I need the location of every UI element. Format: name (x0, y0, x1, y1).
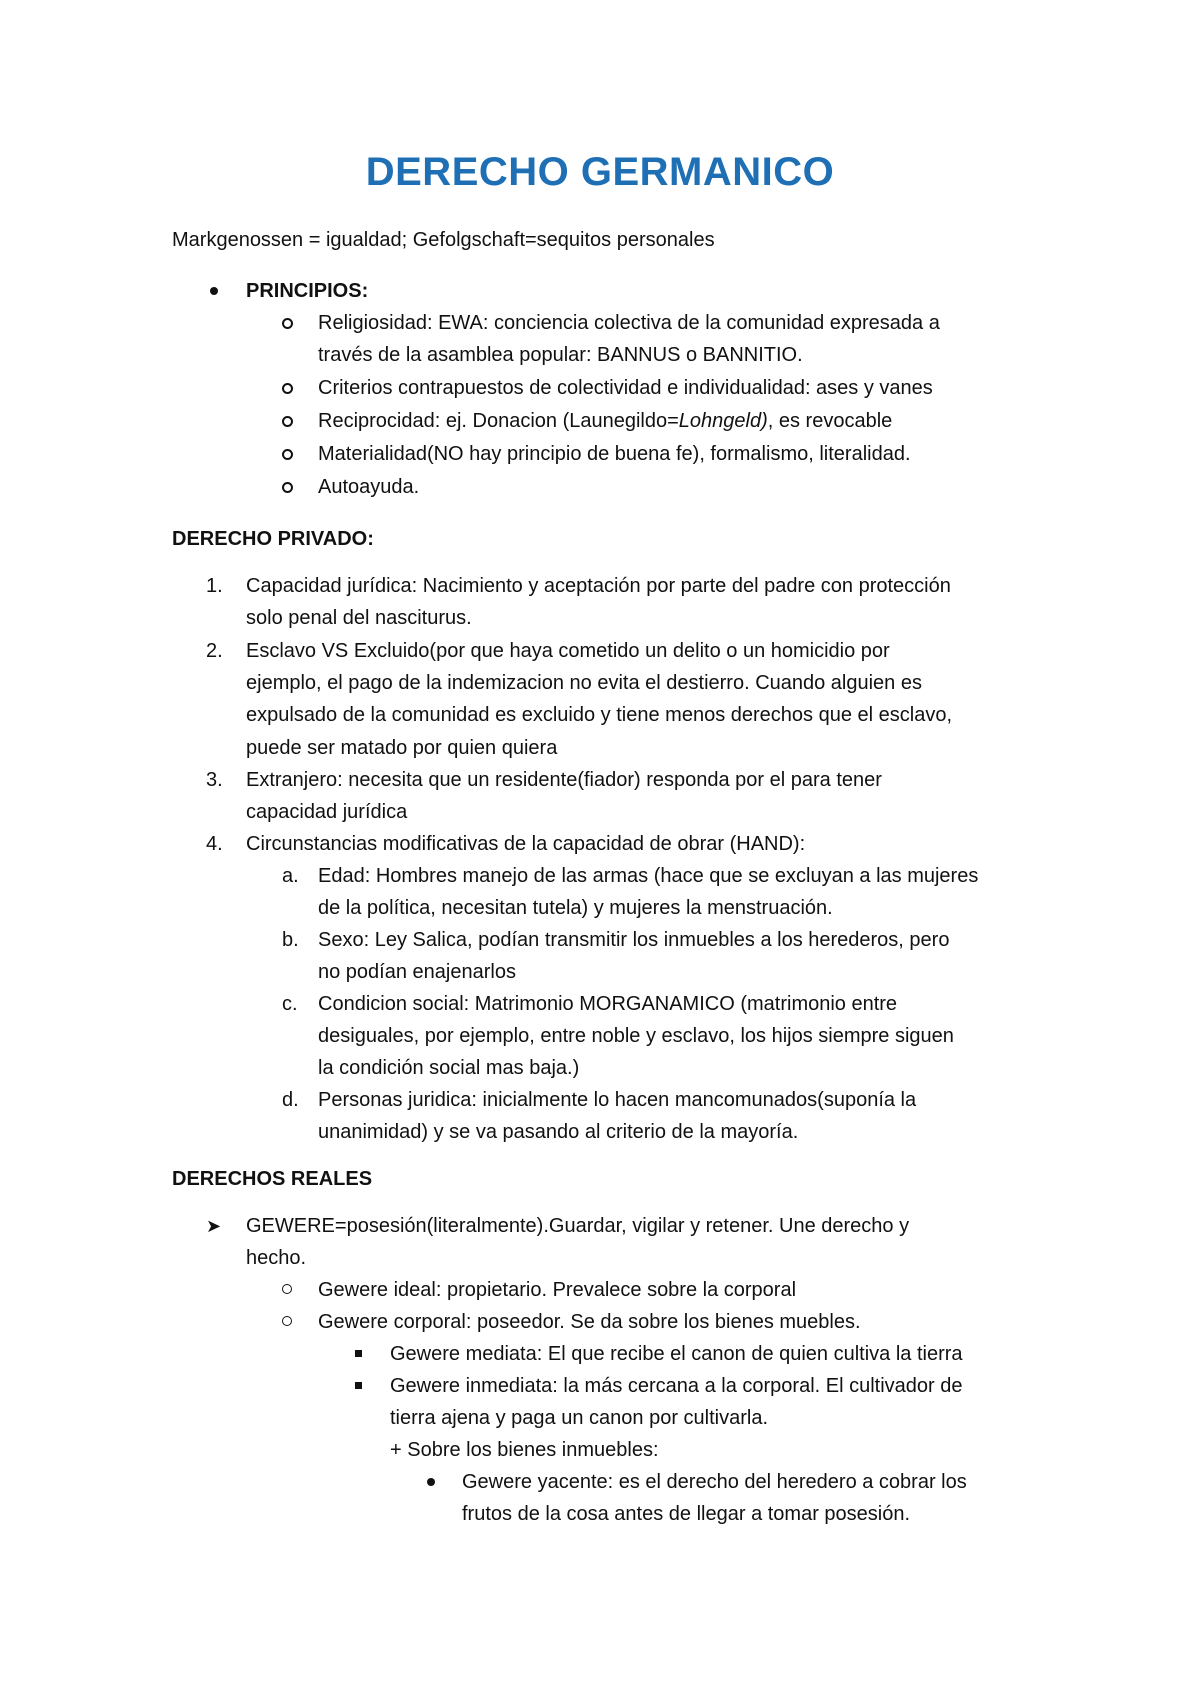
principio-line: Autoayuda. (318, 476, 420, 498)
privado-line: Extranjero: necesita que un residente(fiador) responda por el para tener (246, 769, 882, 791)
reales-line: + Sobre los bienes inmuebles: (390, 1439, 659, 1461)
reales-line: Gewere mediata: El que recibe el canon de quien cultiva la tierra (390, 1343, 963, 1365)
bullet-ring-icon (282, 1284, 292, 1294)
reales-line: Gewere yacente: es el derecho del heredero a cobrar los (462, 1471, 967, 1493)
bullet-square-icon (355, 1350, 362, 1357)
principio-reciprocidad (318, 409, 892, 433)
reales-heading: DERECHOS REALES (172, 1168, 373, 1190)
list-letter: d. (282, 1089, 299, 1111)
principio-line: través de la asamblea popular: BANNUS o BANNITIO. (318, 344, 803, 366)
list-letter: c. (282, 993, 298, 1015)
reciprocidad-text: Reciprocidad: ej. Donacion (Launegildo= (318, 410, 679, 432)
list-letter: a. (282, 865, 299, 887)
reales-line: tierra ajena y paga un canon por cultivarla. (390, 1407, 769, 1429)
page-title: DERECHO GERMANICO (365, 150, 835, 194)
reales-line: GEWERE=posesión(literalmente).Guardar, vigilar y retener. Une derecho y (246, 1215, 910, 1237)
principios-heading: PRINCIPIOS: (246, 280, 369, 302)
intro-text: Markgenossen = igualdad; Gefolgschaft=sequitos personales (172, 229, 715, 251)
privado-subline: Personas juridica: inicialmente lo hacen mancomunados(suponía la (318, 1089, 917, 1111)
bullet-ring-icon (282, 416, 293, 427)
privado-line: ejemplo, el pago de la indemizacion no evita el destierro. Cuando alguien es (246, 672, 922, 694)
bullet-ring-icon (282, 449, 293, 460)
list-number: 1. (206, 575, 223, 597)
reciprocidad-italic: Lohngeld) (678, 410, 768, 432)
privado-line: puede ser matado por quien quiera (246, 737, 558, 759)
privado-line: solo penal del nasciturus. (246, 607, 472, 629)
bullet-ring-icon (282, 1316, 292, 1326)
privado-subline: no podían enajenarlos (318, 961, 516, 983)
reales-line: frutos de la cosa antes de llegar a tomar posesión. (462, 1503, 911, 1525)
privado-subline: de la política, necesitan tutela) y mujeres la menstruación. (318, 897, 833, 919)
privado-heading: DERECHO PRIVADO: (172, 528, 374, 550)
privado-line: Circunstancias modificativas de la capacidad de obrar (HAND): (246, 833, 806, 855)
principio-line: Materialidad(NO hay principio de buena fe), formalismo, literalidad. (318, 443, 911, 465)
list-number: 2. (206, 640, 223, 662)
list-number: 4. (206, 833, 223, 855)
bullet-ring-icon (282, 383, 293, 394)
privado-subline: la condición social mas baja.) (318, 1057, 580, 1079)
bullet-dot-icon (210, 287, 218, 295)
privado-line: expulsado de la comunidad es excluido y tiene menos derechos que el esclavo, (246, 704, 952, 726)
principio-line: Criterios contrapuestos de colectividad e individualidad: ases y vanes (318, 377, 933, 399)
privado-subline: Edad: Hombres manejo de las armas (hace que se excluyan a las mujeres (318, 865, 979, 887)
privado-line: Esclavo VS Excluido(por que haya cometido un delito o un homicidio por (246, 640, 890, 662)
privado-subline: Sexo: Ley Salica, podían transmitir los inmuebles a los herederos, pero (318, 929, 950, 951)
privado-subline: Condicion social: Matrimonio MORGANAMICO (matrimonio entre (318, 993, 898, 1015)
reales-line: hecho. (246, 1247, 307, 1269)
reales-line: Gewere ideal: propietario. Prevalece sobre la corporal (318, 1279, 797, 1301)
privado-line: Capacidad jurídica: Nacimiento y aceptación por parte del padre con protección (246, 575, 951, 597)
list-number: 3. (206, 769, 223, 791)
privado-line: capacidad jurídica (246, 801, 408, 823)
principio-line: Religiosidad: EWA: conciencia colectiva de la comunidad expresada a (318, 312, 940, 334)
privado-subline: desiguales, por ejemplo, entre noble y esclavo, los hijos siempre siguen (318, 1025, 954, 1047)
privado-subline: unanimidad) y se va pasando al criterio de la mayoría. (318, 1121, 799, 1143)
bullet-dot-icon (427, 1478, 435, 1486)
reales-line: Gewere inmediata: la más cercana a la corporal. El cultivador de (390, 1375, 963, 1397)
bullet-ring-icon (282, 318, 293, 329)
reales-line: Gewere corporal: poseedor. Se da sobre los bienes muebles. (318, 1311, 861, 1333)
bullet-ring-icon (282, 482, 293, 493)
bullet-square-icon (355, 1382, 362, 1389)
reciprocidad-tail: , es revocable (767, 410, 893, 432)
arrow-bullet-icon: ➤ (206, 1216, 222, 1236)
list-letter: b. (282, 929, 299, 951)
